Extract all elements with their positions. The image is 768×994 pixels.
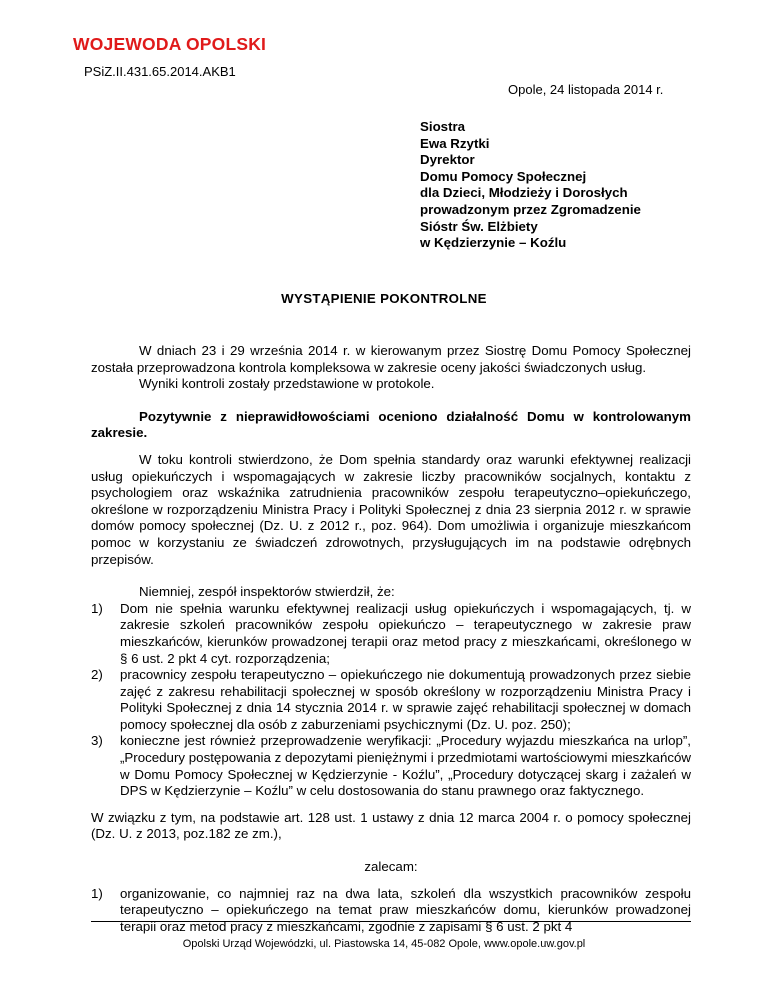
addressee-block xyxy=(420,119,641,252)
results-paragraph: Wyniki kontroli zostały przedstawione w protokole. xyxy=(139,376,435,392)
issuer-name: WOJEWODA OPOLSKI xyxy=(73,34,267,54)
document-body xyxy=(91,343,691,935)
list-item xyxy=(91,733,691,799)
document-title: WYSTĄPIENIE POKONTROLNE xyxy=(281,291,487,306)
place-and-date: Opole, 24 listopada 2014 r. xyxy=(508,82,664,97)
addressee-line: Domu Pomocy Społecznej xyxy=(420,168,587,184)
reference-number: PSiZ.II.431.65.2014.AKB1 xyxy=(84,64,236,79)
assessment-paragraph: Pozytywnie z nieprawidłowościami oceniono działalność Domu w kontrolowanym zakresie. xyxy=(91,408,691,441)
findings-intro: Niemniej, zespół inspektorów stwierdził, że: xyxy=(139,584,395,600)
legal-basis-paragraph: W związku z tym, na podstawie art. 128 ust. 1 ustawy z dnia 12 marca 2004 r. o pomocy społecznej (Dz. U. z 2013, poz.182 ze zm.), xyxy=(91,809,691,842)
addressee-line: Dyrektor xyxy=(420,152,475,168)
footer-divider xyxy=(91,921,691,922)
list-number: 3) xyxy=(91,733,103,749)
list-item xyxy=(91,601,691,667)
list-item-text: Dom nie spełnia warunku efektywnej realizacji usług opiekuńczych i wspomagających, tj. w zakresie szkoleń pracowników zespołu opiekuńczo – terapeutycznego w zakresie praw mieszkańców, kierunków prowadzonej terapii oraz metod pracy z mieszkańcami, określonego w § 6 ust. 2 pkt 4 cyt. rozporządzenia; xyxy=(120,600,691,666)
findings-positive-paragraph: W toku kontroli stwierdzono, że Dom spełnia standardy oraz warunki efektywnej realizacji usług opiekuńczych i wspomagających w zakresie liczby pracowników socjalnych, kontaktu z psychologiem oraz wskaźnika zatrudnienia pracowników zespołu terapeutyczno–opiekuńczego, określone w rozporządzeniu Ministra Pracy i Polityki Społecznej z dnia 23 sierpnia 2012 r. w sprawie domów pomocy społecznej (Dz. U. z 2012 r., poz. 964). Dom umożliwia i organizuje mieszkańcom pomoc w korzystaniu ze świadczeń zdrowotnych, przysługujących im na podstawie odrębnych przepisów. xyxy=(91,451,691,567)
list-item-text: konieczne jest również przeprowadzenie weryfikacji: „Procedury wyjazdu mieszkańca na urlop”, „Procedury postępowania z depozytami pieniężnymi i przedmiotami wartościowymi mieszkańców w Domu Pomocy Społecznej w Kędzierzynie - Koźlu”, „Procedury dotyczącej skarg i zażaleń w DPS w Kędzierzynie – Koźlu” w celu dostosowania do stanu prawnego oraz faktycznego. xyxy=(120,733,691,799)
intro-paragraph: W dniach 23 i 29 września 2014 r. w kierowanym przez Siostrę Domu Pomocy Społecznej została przeprowadzona kontrola kompleksowa w zakresie oceny jakości świadczonych usług. xyxy=(91,343,691,375)
list-number: 1) xyxy=(91,600,103,616)
addressee-line: Ewa Rzytki xyxy=(420,135,490,151)
addressee-line: w Kędzierzynie – Koźlu xyxy=(420,235,567,251)
findings-list xyxy=(91,601,691,800)
recommendations-list xyxy=(91,886,691,936)
addressee-line: Siostra xyxy=(420,119,466,134)
list-number: 1) xyxy=(91,885,103,901)
addressee-line: dla Dzieci, Młodzieży i Dorosłych xyxy=(420,185,628,201)
list-item xyxy=(91,667,691,733)
addressee-line: prowadzonym przez Zgromadzenie xyxy=(420,201,641,217)
list-item xyxy=(91,886,691,936)
footer-address: Opolski Urząd Wojewódzki, ul. Piastowska 14, 45-082 Opole, www.opole.uw.gov.pl xyxy=(182,938,586,950)
list-item-text: organizowanie, co najmniej raz na dwa lata, szkoleń dla wszystkich pracowników zespołu terapeutyczno – opiekuńczego na temat praw mieszkańców domu, kierunków prowadzonej terapii oraz metod pracy z mieszkańcami, zgodnie z zapisami § 6 ust. 2 pkt 4 xyxy=(120,885,691,934)
addressee-line: Sióstr Św. Elżbiety xyxy=(420,218,538,234)
recommend-heading: zalecam: xyxy=(364,859,418,875)
list-item-text: pracownicy zespołu terapeutyczno – opiekuńczego nie dokumentują prowadzonych przez siebie zajęć z zakresu rehabilitacji społecznej w sposób określony w rozporządzeniu Ministra Pracy i Polityki Społecznej z dnia 14 stycznia 2014 r. w sprawie zajęć rehabilitacji społecznej w domach pomocy społecznej dla osób z zaburzeniami psychicznymi (Dz. U. poz. 250); xyxy=(120,667,691,732)
list-number: 2) xyxy=(91,667,103,683)
